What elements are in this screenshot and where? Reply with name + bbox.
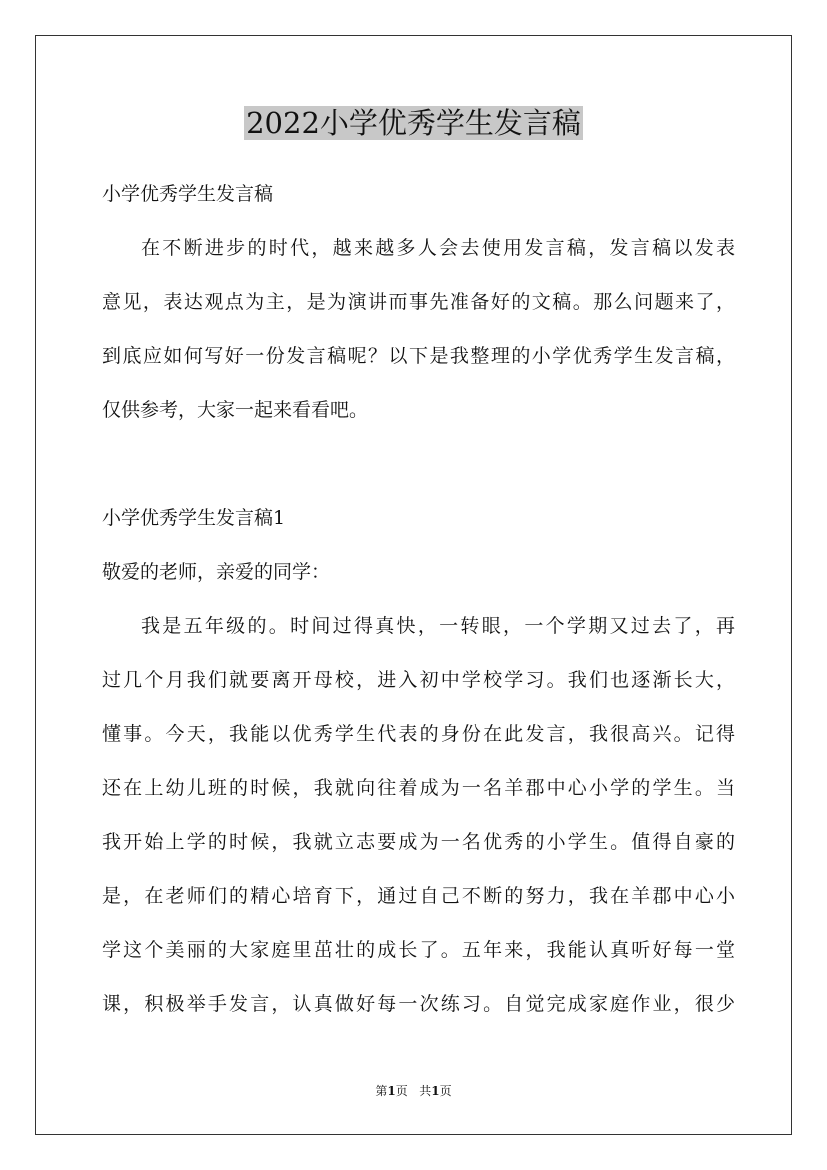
body-line-7: 学这个美丽的大家庭里茁壮的成长了。五年来，我能认真听好每一堂 — [102, 939, 735, 961]
intro-line-3: 到底应如何写好一份发言稿呢？以下是我整理的小学优秀学生发言稿， — [102, 345, 735, 367]
greeting: 敬爱的老师，亲爱的同学： — [102, 561, 331, 583]
document-subtitle: 小学优秀学生发言稿 — [102, 183, 274, 205]
document-title-text: 2022小学优秀学生发言稿 — [246, 106, 581, 140]
total-prefix: 共 — [419, 1084, 432, 1098]
page-prefix: 第 — [375, 1084, 388, 1098]
body-line-5: 我开始上学的时候，我就立志要成为一名优秀的小学生。值得自豪的 — [102, 831, 735, 853]
body-line-6: 是，在老师们的精心培育下，通过自己不断的努力，我在羊郡中心小 — [102, 885, 735, 907]
intro-line-4: 仅供参考，大家一起来看看吧。 — [102, 399, 369, 421]
page-number: 1 — [387, 1084, 396, 1098]
document-title — [0, 103, 827, 143]
body-line-3: 懂事。今天，我能以优秀学生代表的身份在此发言，我很高兴。记得 — [102, 723, 735, 745]
body-line-8: 课，积极举手发言，认真做好每一次练习。自觉完成家庭作业，很少 — [102, 993, 735, 1015]
body-line-2: 过几个月我们就要离开母校，进入初中学校学习。我们也逐渐长大， — [102, 669, 735, 691]
intro-line-1: 在不断进步的时代，越来越多人会去使用发言稿，发言稿以发表 — [141, 237, 735, 259]
body-line-4: 还在上幼儿班的时候，我就向往着成为一名羊郡中心小学的学生。当 — [102, 777, 735, 799]
page-suffix: 页 — [395, 1084, 408, 1098]
page-footer — [0, 1083, 827, 1099]
body-line-1: 我是五年级的。时间过得真快，一转眼，一个学期又过去了，再 — [141, 615, 735, 637]
total-suffix: 页 — [439, 1084, 452, 1098]
section-heading: 小学优秀学生发言稿1 — [102, 507, 286, 529]
total-pages: 1 — [431, 1084, 440, 1098]
intro-line-2: 意见，表达观点为主，是为演讲而事先准备好的文稿。那么问题来了， — [102, 291, 735, 313]
